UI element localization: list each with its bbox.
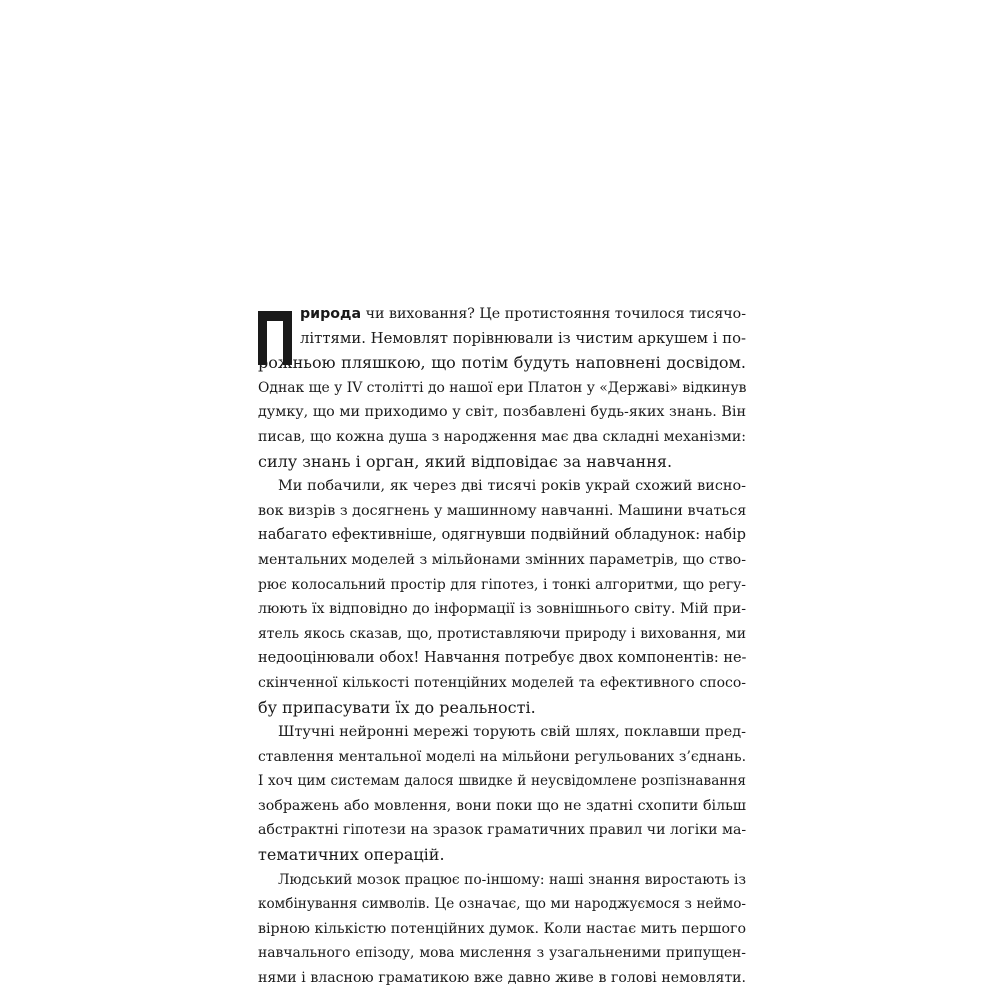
text-line: нями і власною граматикою вже давно живе в голові немовляти. [258,970,746,987]
paragraph-4 [258,868,746,991]
text-line: абстрактні гіпотези на зразок граматичних правил чи логіки ма- [258,822,747,839]
text-line: ставлення ментальної моделі на мільйони регульованих з’єднань. [258,748,746,765]
text-line: зображень або мовлення, вони поки що не здатні схопити більш [258,797,746,814]
lead-word: рирода [300,306,362,322]
text-line: Однак ще у IV столітті до нашої ери Платон у «Державі» відкинув [258,379,747,396]
text-line: недооцінювали обох! Навчання потребує двох компонентів: не- [258,650,747,667]
text-line: тематичних операцій. [258,845,445,865]
text-line: люють їх відповідно до інформації із зовнішнього світу. Мій при- [258,601,746,618]
text-line: навчального епізоду, мова мислення з узагальненими припущен- [258,945,746,962]
text-line: силу знань і орган, який відповідає за навчання. [258,451,673,471]
text-line: рожньою пляшкою, що потім будуть наповнені досвідом. [258,353,746,373]
text-line: комбінування символів. Це означає, що ми народжуємося з неймо- [258,896,746,913]
text-line: набагато ефективніше, одягнувши подвійний обладунок: набір [258,526,747,544]
text-line: писав, що кожна душа з народження має два складні механізми: [258,428,746,445]
paragraph-1 [258,302,746,474]
paragraph-2 [258,474,746,720]
text-line: вок визрів з досягнень у машинному навчанні. Машини вчаться [258,502,747,519]
paragraph-3 [258,720,746,868]
text-line: рює колосальний простір для гіпотез, і тонкі алгоритми, що регу- [258,576,746,593]
text-line: Людський мозок працює по-іншому: наші знання виростають із [278,871,746,888]
body-text [258,302,746,991]
text-line: літтями. Немовлят порівнювали із чистим аркушем і по- [300,329,746,347]
text-line: Штучні нейронні мережі торують свій шлях, поклавши пред- [278,724,746,741]
text-line: скінченної кількості потенційних моделей та ефективного спосо- [258,674,746,691]
text-line: І хоч цим системам далося швидке й неусвідомлене розпізнавання [258,773,746,790]
text-line: рирода чи виховання? Це протистояння точилося тисячо- [300,306,746,322]
text-line: ятель якось сказав, що, протиставляючи природу і виховання, ми [258,625,746,642]
text-line: думку, що ми приходимо у світ, позбавлені будь-яких знань. Він [258,404,746,421]
text-line: ментальних моделей з мільйонами змінних параметрів, що ство- [258,551,746,568]
text-line: Ми побачили, як через дві тисячі років украй схожий висно- [278,478,746,495]
text-line: бу припасувати їх до реальності. [258,697,536,717]
text-line: вірною кількістю потенційних думок. Коли настає мить першого [258,920,746,937]
